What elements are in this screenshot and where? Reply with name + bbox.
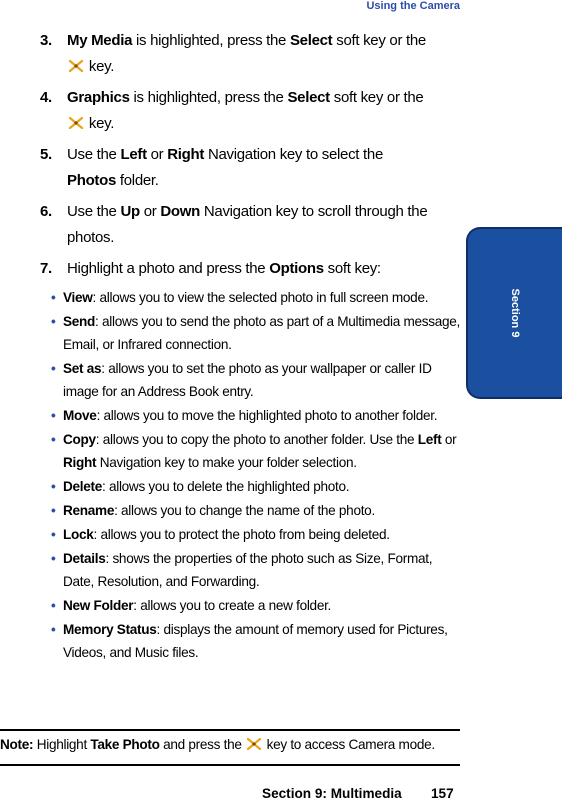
note	[0, 737, 462, 752]
menu-term: My Media	[67, 32, 133, 49]
list-item	[40, 499, 460, 522]
list-item	[40, 357, 460, 403]
option-desc: : allows you to delete the highlighted photo.	[102, 478, 350, 494]
section-tab	[466, 227, 562, 399]
step-number: 5.	[40, 146, 52, 163]
key-term: Left	[120, 146, 147, 163]
note-top-rule	[0, 729, 460, 731]
step-number: 4.	[40, 89, 52, 106]
list-item	[40, 523, 460, 546]
key-term: Select	[289, 32, 333, 49]
key-term: Right	[63, 454, 97, 470]
bullet-icon: •	[51, 621, 56, 637]
ok-key-icon	[245, 738, 263, 750]
option-name: Send	[63, 313, 96, 329]
step-text: key.	[85, 114, 115, 132]
running-header: Using the Camera	[366, 0, 460, 12]
list-item	[40, 404, 460, 427]
menu-term: Photos	[67, 171, 117, 189]
step-text: Highlight a photo and press the	[67, 260, 270, 277]
step-text: soft key or the	[329, 89, 424, 106]
option-desc: : allows you to view the selected photo in full screen mode.	[92, 289, 429, 305]
bullet-icon: •	[51, 407, 56, 423]
ok-key-icon	[67, 60, 85, 72]
option-desc: : allows you to create a new folder.	[133, 597, 332, 613]
bullet-icon: •	[51, 597, 56, 613]
list-item	[40, 618, 460, 664]
option-desc: : shows the properties of the photo such as Size, Format, Date, Resolution, and Forwarding.	[63, 550, 433, 589]
key-term: Options	[269, 260, 324, 277]
step-text: soft key:	[323, 260, 381, 277]
option-name: Rename	[63, 502, 115, 518]
bullet-icon: •	[51, 478, 56, 494]
menu-term: Take Photo	[90, 737, 160, 752]
key-term: Down	[160, 203, 200, 220]
step-text: Navigation key to select the	[204, 146, 383, 163]
step-text: is highlighted, press the	[132, 32, 290, 49]
option-desc: : allows you to change the name of the photo.	[114, 502, 375, 518]
step-text: is highlighted, press the	[129, 89, 288, 106]
bullet-icon: •	[51, 289, 56, 305]
note-text: Highlight	[33, 737, 91, 752]
option-desc: or	[441, 431, 457, 447]
bullet-icon: •	[51, 431, 56, 447]
menu-term: Graphics	[67, 89, 130, 106]
option-name: Move	[63, 407, 97, 423]
option-name: Delete	[63, 478, 103, 494]
bullet-icon: •	[51, 360, 56, 376]
option-name: Details	[63, 550, 106, 566]
step-number: 7.	[40, 260, 52, 277]
option-name: Lock	[63, 526, 94, 542]
option-desc: : allows you to copy the photo to another folder. Use the	[95, 431, 418, 447]
content	[40, 28, 460, 665]
step-text: Use the	[67, 203, 121, 220]
option-name: Copy	[63, 431, 96, 447]
bullet-icon: •	[51, 526, 56, 542]
note-text: key to access Camera mode.	[263, 737, 435, 752]
step-number: 6.	[40, 203, 52, 220]
option-desc: : allows you to protect the photo from being deleted.	[93, 526, 390, 542]
key-term: Left	[417, 431, 442, 447]
key-term: Right	[167, 146, 205, 163]
bullet-icon: •	[51, 550, 56, 566]
step-text: soft key or the	[332, 32, 426, 49]
bullet-icon: •	[51, 313, 56, 329]
list-item	[40, 428, 460, 474]
step-5	[40, 142, 460, 193]
options-list	[40, 286, 460, 664]
page-number: 157	[431, 786, 454, 801]
step-text: Use the	[67, 146, 121, 163]
section-tab-label: Section 9	[509, 288, 521, 338]
option-name: Memory Status	[63, 621, 157, 637]
option-desc: : allows you to send the photo as part of a Multimedia message, Email, or Infrared connection.	[63, 313, 461, 352]
step-3	[40, 28, 460, 79]
list-item	[40, 594, 460, 617]
step-4	[40, 85, 460, 136]
list-item	[40, 547, 460, 593]
note-text: and press the	[159, 737, 246, 752]
option-name: Set as	[63, 360, 102, 376]
step-text: or	[139, 203, 161, 220]
step-6	[40, 199, 460, 250]
key-term: Up	[120, 203, 140, 220]
note-bottom-rule	[0, 764, 460, 766]
step-text: key.	[85, 57, 115, 75]
bullet-icon: •	[51, 502, 56, 518]
list-item	[40, 286, 460, 309]
list-item	[40, 475, 460, 498]
option-name: View	[63, 289, 93, 305]
key-term: Select	[287, 89, 330, 106]
page-footer	[262, 786, 454, 801]
option-name: New Folder	[63, 597, 134, 613]
footer-section: Section 9: Multimedia	[262, 786, 402, 801]
step-text: or	[146, 146, 168, 163]
ok-key-icon	[67, 117, 85, 129]
step-text: folder.	[116, 171, 159, 189]
step-number: 3.	[40, 32, 52, 49]
option-desc: Navigation key to make your folder selection.	[96, 454, 357, 470]
step-text: Navigation key to scroll through the photos.	[67, 203, 428, 246]
note-label: Note:	[0, 737, 34, 752]
option-desc: : allows you to move the highlighted photo to another folder.	[96, 407, 438, 423]
list-item	[40, 310, 460, 356]
option-desc: : displays the amount of memory used for Pictures, Videos, and Music files.	[63, 621, 448, 660]
step-7	[40, 256, 460, 282]
option-desc: : allows you to set the photo as your wallpaper or caller ID image for an Address Book entry.	[63, 360, 432, 399]
